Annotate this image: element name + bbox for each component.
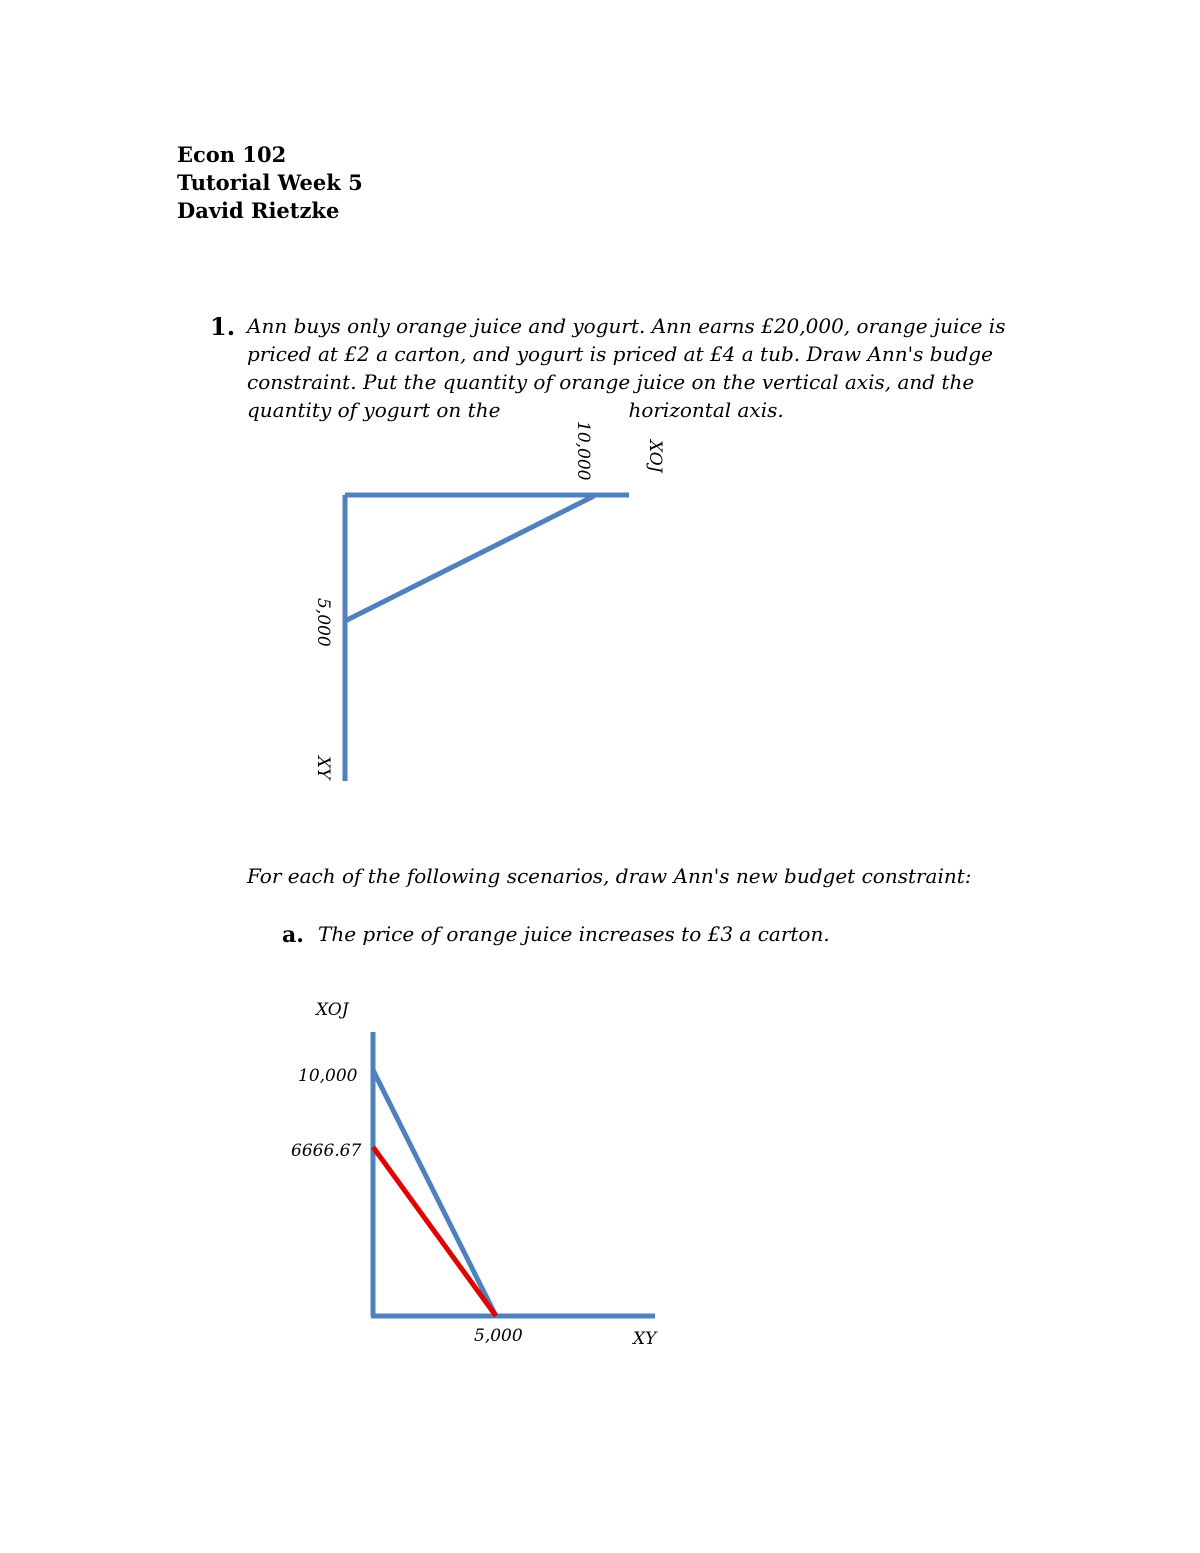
question-number: 1. (210, 312, 236, 341)
question-text-part2: horizontal axis. (628, 398, 784, 422)
graph2-tick-6666: 6666.67 (291, 1141, 362, 1161)
course-title: Econ 102 (177, 142, 287, 167)
graph2-x-axis-label: XY (633, 1329, 657, 1349)
graph1-label-10000: 10,000 (573, 421, 593, 481)
graph2-tick-5000: 5,000 (474, 1326, 523, 1346)
part-a-text: The price of orange juice increases to £3 a carton. (318, 922, 830, 946)
graph2-new-budget-line (373, 1147, 496, 1316)
instruction-text: For each of the following scenarios, draw Ann's new budget constraint: (247, 864, 972, 888)
graph1-label-5000: 5,000 (313, 598, 333, 647)
author-name: David Rietzke (177, 198, 340, 223)
graph2-tick-10000: 10,000 (298, 1066, 358, 1086)
question-text-part1: Ann buys only orange juice and yogurt. Ann earns £20,000, orange juice is priced at £2 a carton, and yogurt is priced at £4 a tub. Draw Ann's budge constraint. Put the quantity of orange juice on the vertical axis, and the quantity of yogurt on the (247, 314, 1006, 422)
graph1-label-xy: XY (313, 756, 333, 780)
graph1-label-xoj: XOJ (645, 440, 665, 473)
part-a-letter: a. (282, 922, 304, 948)
graph2-original-budget-line (373, 1070, 496, 1316)
tutorial-title: Tutorial Week 5 (177, 170, 363, 195)
graph2-y-axis-label: XOJ (316, 1000, 349, 1020)
